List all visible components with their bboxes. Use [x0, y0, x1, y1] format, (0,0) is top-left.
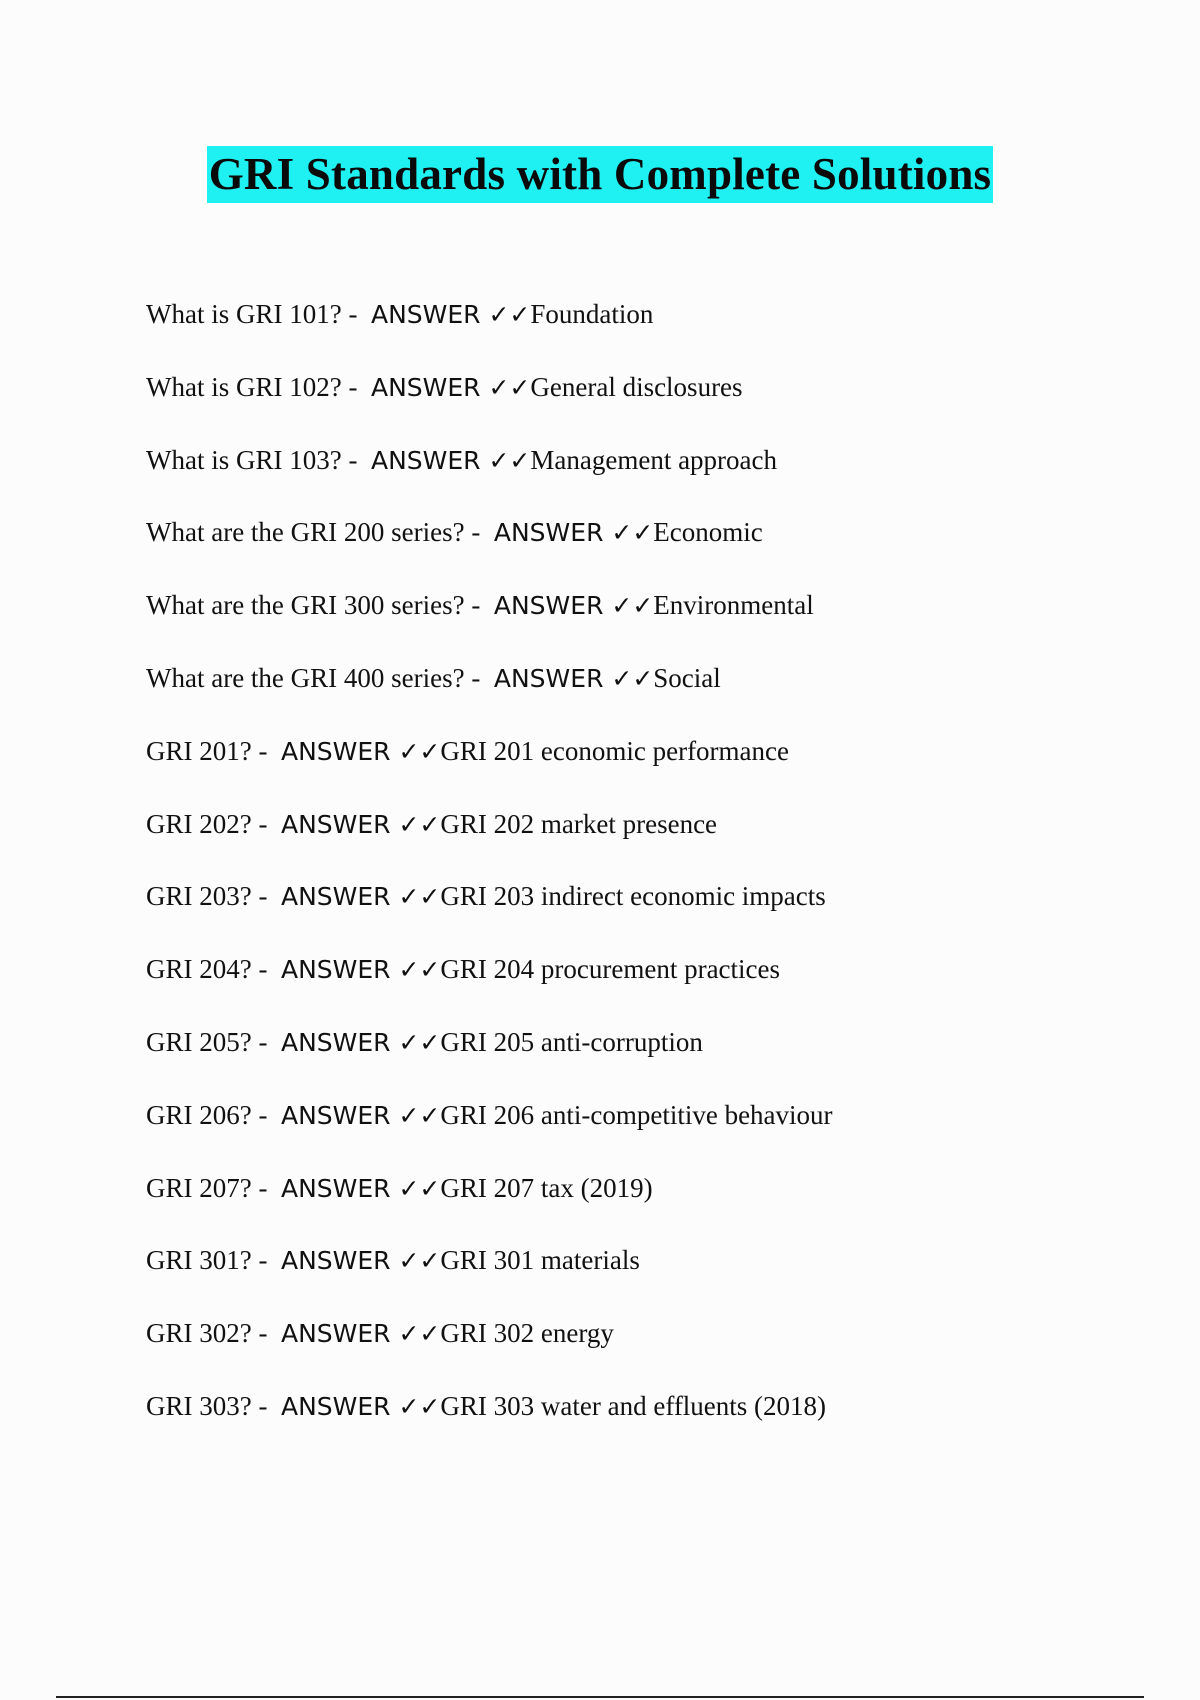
- answer-marker: ANSWER ✓✓: [493, 518, 654, 548]
- qa-list: [146, 296, 1146, 1461]
- separator: -: [251, 1099, 281, 1130]
- question-text: GRI 204?: [146, 954, 252, 985]
- answer-text: GRI 301 materials: [440, 1245, 640, 1276]
- qa-item: [146, 1024, 1146, 1097]
- question-text: What is GRI 103?: [146, 444, 342, 475]
- separator: -: [341, 371, 371, 402]
- question-text: What are the GRI 400 series?: [146, 662, 465, 693]
- answer-marker: ANSWER ✓✓: [280, 1100, 441, 1130]
- answer-text: Social: [653, 662, 721, 693]
- separator: -: [251, 1245, 281, 1276]
- answer-marker: ANSWER ✓✓: [280, 1246, 441, 1276]
- answer-marker: ANSWER ✓✓: [280, 1027, 441, 1057]
- question-text: GRI 203?: [146, 881, 252, 912]
- answer-text: Economic: [653, 517, 763, 548]
- separator: -: [341, 444, 371, 475]
- separator: -: [251, 1172, 281, 1203]
- answer-marker: ANSWER ✓✓: [280, 736, 441, 766]
- answer-marker: ANSWER ✓✓: [370, 445, 531, 475]
- answer-text: GRI 204 procurement practices: [440, 954, 781, 985]
- qa-item: [146, 951, 1146, 1024]
- answer-marker: ANSWER ✓✓: [280, 1319, 441, 1349]
- answer-marker: ANSWER ✓✓: [280, 1391, 441, 1421]
- question-text: GRI 206?: [146, 1099, 252, 1130]
- separator: -: [464, 590, 494, 621]
- answer-text: GRI 201 economic performance: [440, 735, 790, 766]
- page-title: GRI Standards with Complete Solutions: [207, 146, 994, 203]
- answer-text: GRI 205 anti-corruption: [440, 1026, 703, 1057]
- qa-item: [146, 1097, 1146, 1170]
- question-text: GRI 205?: [146, 1026, 252, 1057]
- question-text: GRI 202?: [146, 808, 252, 839]
- separator: -: [251, 954, 281, 985]
- footer-divider: [56, 1696, 1144, 1698]
- question-text: GRI 302?: [146, 1318, 252, 1349]
- question-text: What is GRI 101?: [146, 299, 342, 329]
- answer-text: Foundation: [530, 299, 654, 329]
- separator: -: [464, 517, 494, 548]
- separator: -: [251, 1026, 281, 1057]
- separator: -: [251, 1318, 281, 1349]
- answer-text: GRI 202 market presence: [440, 808, 718, 839]
- qa-item: [146, 369, 1146, 442]
- answer-text: GRI 302 energy: [440, 1318, 614, 1349]
- title-container: [0, 146, 1200, 203]
- qa-item: [146, 806, 1146, 879]
- separator: -: [251, 735, 281, 766]
- answer-text: General disclosures: [530, 371, 743, 402]
- question-text: What are the GRI 300 series?: [146, 590, 465, 621]
- answer-text: Environmental: [653, 590, 814, 621]
- answer-text: GRI 207 tax (2019): [440, 1172, 653, 1203]
- separator: -: [464, 662, 494, 693]
- answer-text: GRI 203 indirect economic impacts: [440, 881, 826, 912]
- question-text: What is GRI 102?: [146, 371, 342, 402]
- separator: -: [341, 299, 371, 329]
- answer-marker: ANSWER ✓✓: [493, 663, 654, 693]
- answer-text: GRI 303 water and effluents (2018): [440, 1390, 827, 1421]
- qa-item: [146, 733, 1146, 806]
- separator: -: [251, 808, 281, 839]
- qa-item: [146, 1388, 1146, 1461]
- question-text: What are the GRI 200 series?: [146, 517, 465, 548]
- qa-item: [146, 660, 1146, 733]
- question-text: GRI 303?: [146, 1390, 252, 1421]
- answer-marker: ANSWER ✓✓: [280, 1173, 441, 1203]
- qa-item: [146, 1170, 1146, 1243]
- answer-text: Management approach: [530, 444, 778, 475]
- answer-marker: ANSWER ✓✓: [280, 882, 441, 912]
- answer-marker: ANSWER ✓✓: [280, 809, 441, 839]
- qa-item: [146, 587, 1146, 660]
- separator: -: [251, 1390, 281, 1421]
- qa-item: [146, 1315, 1146, 1388]
- answer-marker: ANSWER ✓✓: [370, 300, 531, 329]
- answer-text: GRI 206 anti-competitive behaviour: [440, 1099, 833, 1130]
- answer-marker: ANSWER ✓✓: [493, 591, 654, 621]
- qa-item: [146, 296, 1146, 369]
- question-text: GRI 301?: [146, 1245, 252, 1276]
- qa-item: [146, 514, 1146, 587]
- question-text: GRI 207?: [146, 1172, 252, 1203]
- qa-item: [146, 878, 1146, 951]
- answer-marker: ANSWER ✓✓: [370, 372, 531, 402]
- answer-marker: ANSWER ✓✓: [280, 955, 441, 985]
- question-text: GRI 201?: [146, 735, 252, 766]
- separator: -: [251, 881, 281, 912]
- qa-item: [146, 442, 1146, 515]
- qa-item: [146, 1242, 1146, 1315]
